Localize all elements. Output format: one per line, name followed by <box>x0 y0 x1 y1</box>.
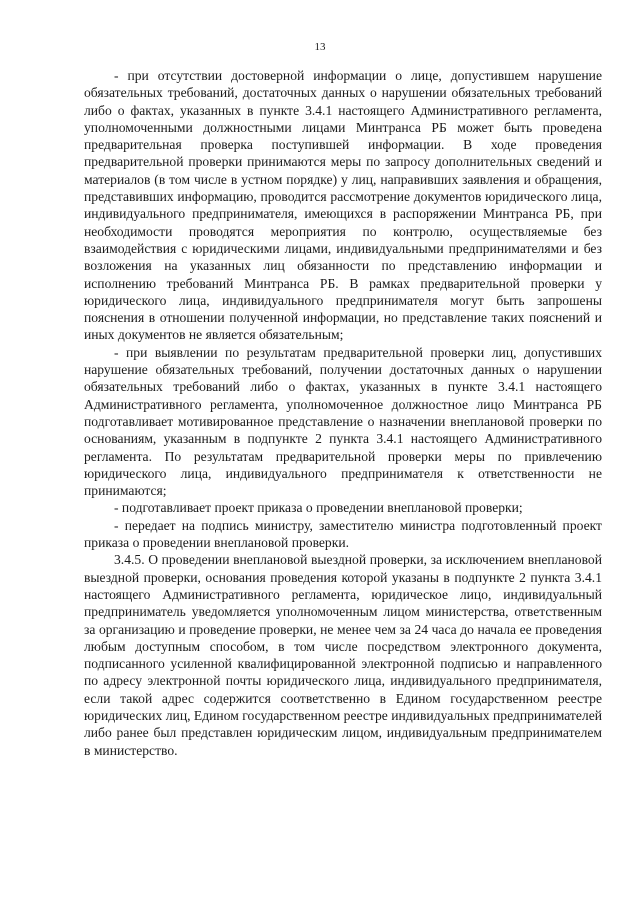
paragraph-prepare-order: - подготавливает проект приказа о проведении внеплановой проверки; <box>114 500 523 516</box>
paragraph-violation-detection: - при выявлении по результатам предварительной проверки лиц, допустивших нарушение обязательных требований, получении достаточных данных о нарушении обязательных требований либо о фактах, указанных в пункте 3.4.1 настоящего Административного регламента, уполномоченное должностное лицо Минтранса РБ подготавливает мотивированное представление о назначении внеплановой проверки по основаниям, указанным в подпункте 2 пункта 3.4.1 настоящего Административного регламента. По результатам предварительной проверки меры по привлечению юридического лица, индивидуального предпринимателя к ответственности не принимаются; <box>84 344 602 499</box>
paragraph-submit-for-signature: - передает на подпись министру, заместителю министра подготовленный проект приказа о проведении внеплановой проверки. <box>84 517 602 551</box>
paragraph-section-3-4-5: 3.4.5. О проведении внеплановой выездной проверки, за исключением внеплановой выездной проверки, основания проведения которой указаны в подпункте 2 пункта 3.4.1 настоящего Административного регламента, юридическое лицо, индивидуальный предприниматель уведомляется уполномоченным лицом министерства, ответственным за организацию и проведение проверки, не менее чем за 24 часа до начала ее проведения любым доступным способом, в том числе посредством электронного документа, подписанного усиленной квалифицированной электронной подписью и направленного по адресу электронной почты юридического лица, индивидуального предпринимателя, если такой адрес содержится соответственно в Едином государственном реестре юридических лиц, Едином государственном реестре индивидуальных предпринимателей либо ранее был представлен юридическим лицом, индивидуальным предпринимателем в министерство. <box>84 552 602 758</box>
paragraph-preliminary-check: - при отсутствии достоверной информации о лице, допустившем нарушение обязательных требований, достаточных данных о нарушении обязательных требований либо о фактах, указанных в пункте 3.4.1 настоящего Административного регламента, уполномоченными должностными лицами Минтранса РБ может быть проведена предварительная проверка поступившей информации. В ходе проведения предварительной проверки принимаются меры по запросу дополнительных сведений и материалов (в том числе в устном порядке) у лиц, направивших заявления и обращения, представивших информацию, проводится рассмотрение документов юридического лица, индивидуального предпринимателя, имеющихся в распоряжении Минтранса РБ, при необходимости проводятся мероприятия по контролю, осуществляемые без взаимодействия с юридическими лицами, индивидуальными предпринимателями и без возложения на указанных лиц обязанности по представлению информации и исполнению требований Минтранса РБ. В рамках предварительной проверки у юридического лица, индивидуального предпринимателя могут быть запрошены пояснения в отношении полученной информации, но представление таких пояснений и иных документов не является обязательным; <box>84 68 602 343</box>
document-body <box>84 67 602 759</box>
page-number: 13 <box>314 41 326 53</box>
